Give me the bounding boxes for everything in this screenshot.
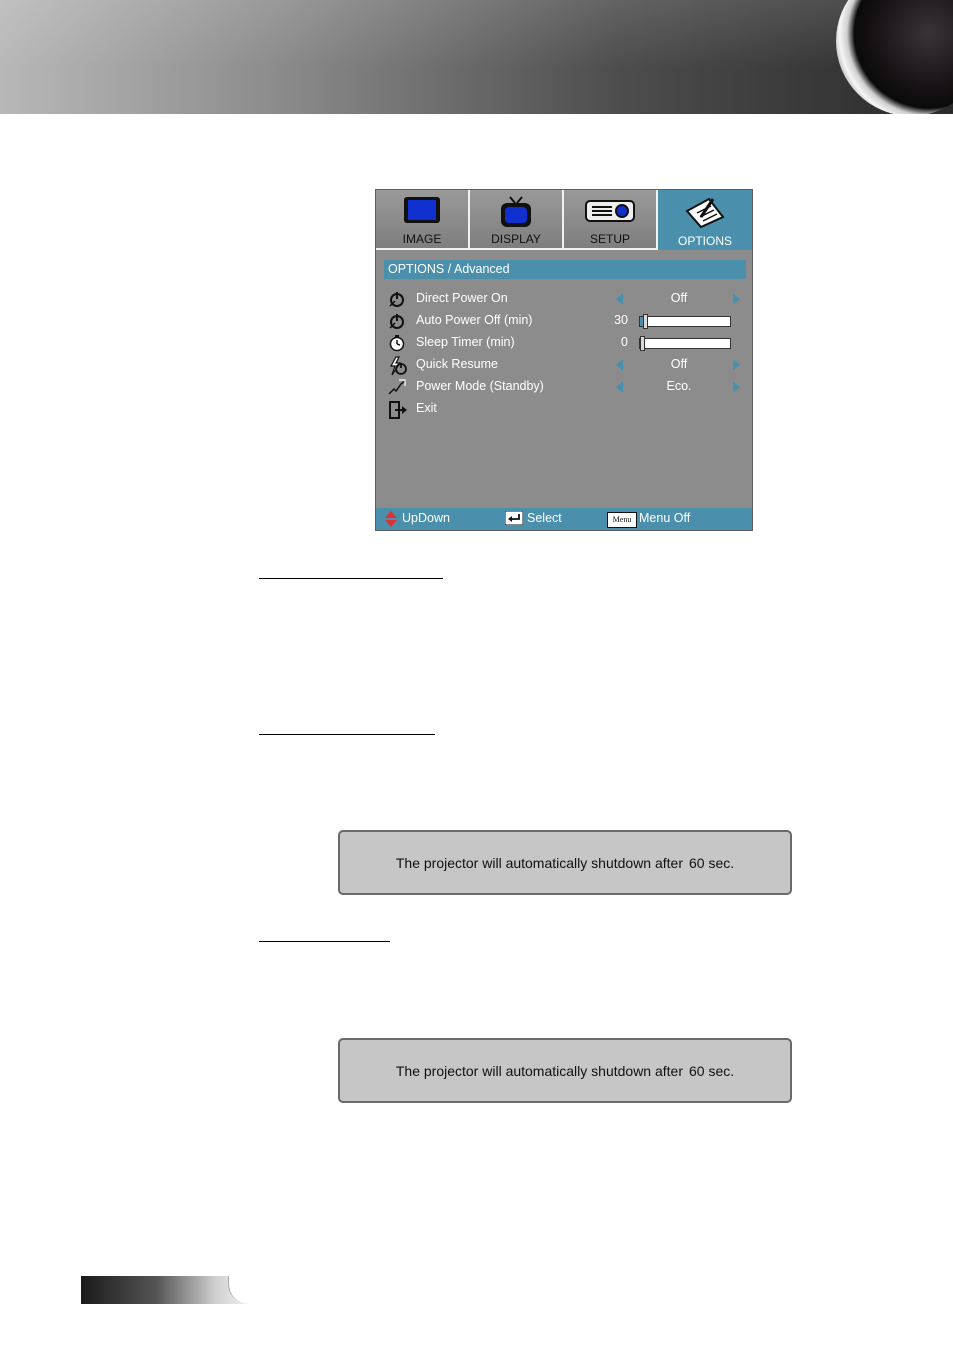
tab-options[interactable] — [658, 190, 752, 250]
right-arrow-icon[interactable] — [733, 359, 740, 371]
row-value: Off — [670, 291, 688, 305]
left-arrow-icon[interactable] — [616, 359, 623, 371]
osd-footer — [376, 508, 752, 530]
row-label: Sleep Timer (min) — [416, 335, 515, 349]
notepad-pen-icon — [683, 195, 727, 234]
power-icon — [388, 312, 406, 330]
notice-text: The projector will automatically shutdown after — [395, 1062, 683, 1079]
notice-text: The projector will automatically shutdown after — [395, 854, 683, 871]
menu-row-direct-power-on[interactable] — [376, 289, 752, 309]
menu-off-hint: Menu Off — [639, 511, 691, 525]
up-down-arrow-icon — [384, 511, 398, 530]
shutdown-notice — [338, 830, 792, 895]
banner-gradient — [0, 0, 953, 114]
quick-resume-icon — [388, 356, 406, 374]
enter-key-icon — [505, 511, 523, 528]
row-label: Quick Resume — [416, 357, 498, 371]
tab-label: OPTIONS — [677, 234, 732, 248]
tab-label: SETUP — [589, 232, 630, 246]
exit-icon — [388, 400, 406, 418]
left-arrow-icon[interactable] — [616, 293, 623, 305]
row-value: Off — [670, 357, 688, 371]
footer-curve — [228, 1276, 249, 1304]
monitor-icon — [402, 195, 442, 232]
tab-image[interactable] — [376, 190, 470, 250]
right-arrow-icon[interactable] — [733, 381, 740, 393]
tv-icon — [496, 195, 536, 234]
auto-power-off-slider[interactable] — [639, 316, 731, 327]
row-label: Exit — [416, 401, 437, 415]
tab-label: IMAGE — [402, 232, 442, 246]
menu-row-sleep-timer[interactable] — [376, 333, 752, 353]
tab-display[interactable] — [470, 190, 564, 250]
projector-icon — [584, 195, 636, 230]
menu-key-icon: Menu — [607, 512, 637, 528]
tab-label: DISPLAY — [491, 232, 541, 246]
tab-setup[interactable] — [564, 190, 658, 250]
section-heading-underline — [259, 734, 435, 735]
slider-knob[interactable] — [643, 314, 648, 329]
row-label: Power Mode (Standby) — [416, 379, 544, 393]
notice-seconds: 60 sec. — [689, 854, 735, 871]
shutdown-notice — [338, 1038, 792, 1103]
right-arrow-icon[interactable] — [733, 293, 740, 305]
osd-tabs — [376, 190, 752, 250]
timer-icon — [388, 334, 406, 352]
select-hint: Select — [527, 511, 562, 525]
page-footer-bar — [81, 1276, 249, 1304]
section-heading-underline — [259, 578, 443, 579]
row-value: Eco. — [666, 379, 692, 393]
power-mode-icon — [388, 378, 406, 396]
slider-value: 0 — [621, 335, 628, 349]
section-heading-underline — [259, 941, 390, 942]
menu-row-power-mode[interactable] — [376, 377, 752, 397]
menu-row-auto-power-off[interactable] — [376, 311, 752, 331]
header-banner — [0, 0, 953, 114]
sleep-timer-slider[interactable] — [639, 338, 731, 349]
notice-seconds: 60 sec. — [689, 1062, 735, 1079]
menu-row-quick-resume[interactable] — [376, 355, 752, 375]
updown-hint: UpDown — [402, 511, 450, 525]
left-arrow-icon[interactable] — [616, 381, 623, 393]
osd-menu — [375, 189, 753, 531]
slider-value: 30 — [614, 313, 628, 327]
row-label: Direct Power On — [416, 291, 508, 305]
breadcrumb: OPTIONS / Advanced — [384, 260, 746, 279]
menu-row-exit[interactable] — [376, 399, 752, 419]
slider-knob[interactable] — [640, 336, 645, 351]
power-icon — [388, 290, 406, 308]
row-label: Auto Power Off (min) — [416, 313, 533, 327]
